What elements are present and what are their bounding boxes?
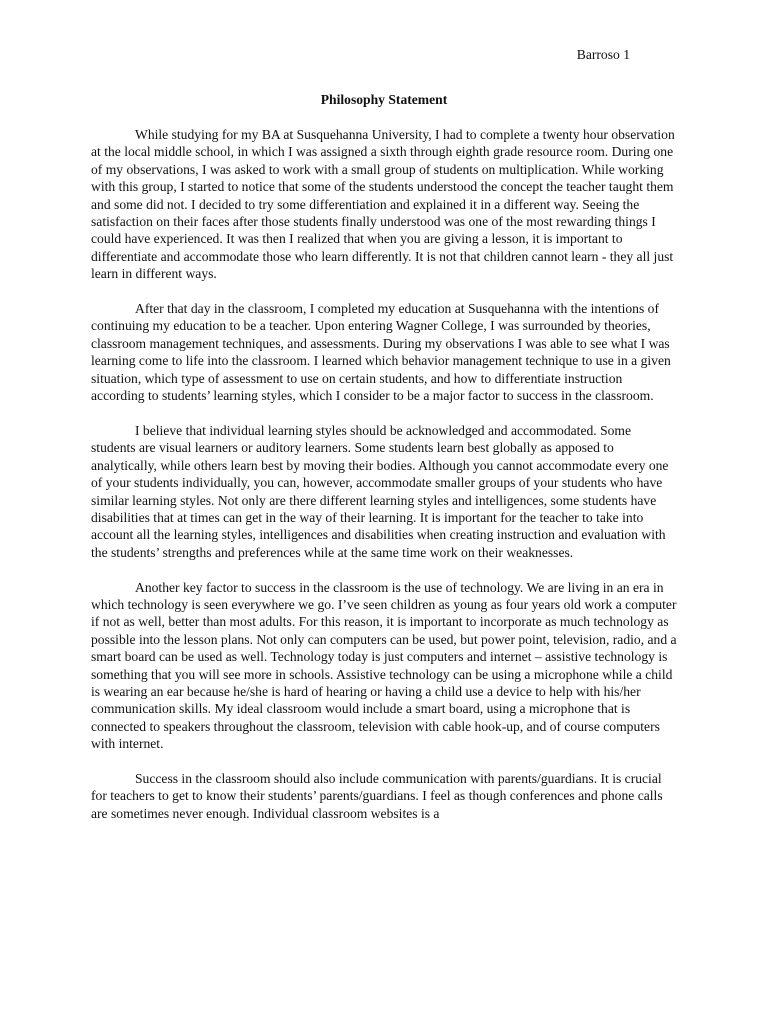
- paragraph-4: Another key factor to success in the classroom is the use of technology. We are living in an era in which technology is seen everywhere we go. I’ve seen children as young as four years old work a computer if not as well, better than most adults. For this reason, it is important to incorporate as much technology as possible into the lesson plans. Not only can computers can be used, but power point, television, radio, and a smart board can be used as well. Technology today is just computers and internet – assistive technology is something that you will see more in schools. Assistive technology can be using a microphone while a child is wearing an ear because he/she is hard of hearing or having a child use a device to help with his/her communication skills. My ideal classroom would include a smart board, using a microphone that is connected to speakers throughout the classroom, television with cable hook-up, and of course computers with internet.: [91, 579, 677, 752]
- paragraph-3: I believe that individual learning styles should be acknowledged and accommodated. Some students are visual learners or auditory learners. Some students learn best globally as apposed to analytically, while others learn best by moving their bodies. Although you cannot accommodate every one of your students individually, you can, however, accommodate smaller groups of your students who have similar learning styles. Not only are there different learning styles and intelligences, some students have disabilities that at times can get in the way of their learning. It is important for the teacher to take into account all the learning styles, intelligences and disabilities when creating instruction and evaluation with the students’ strengths and preferences while at the same time work on their weaknesses.: [91, 422, 669, 560]
- document-body: [91, 126, 678, 840]
- document-title: Philosophy Statement: [320, 92, 448, 107]
- paragraph-1: While studying for my BA at Susquehanna University, I had to complete a twenty hour observation at the local middle school, in which I was assigned a sixth through eighth grade resource room. During one of my observations, I was asked to work with a small group of students on multiplication. While working with this group, I started to notice that some of the students understood the concept the teacher taught them and some did not. I decided to try some differentiation and explained it in a different way. Seeing the satisfaction on their faces after those students finally understood was one of the most rewarding things I could have experienced. It was then I realized that when you are giving a lesson, it is important to differentiate and accommodate those who learn differently. It is not that children cannot learn - they all just learn in different ways.: [91, 127, 675, 282]
- paragraph-2: After that day in the classroom, I completed my education at Susquehanna with the intentions of continuing my education to be a teacher. Upon entering Wagner College, I was surrounded by theories, classroom management techniques, and assessments. During my observations I was able to see what I was learning come to life into the classroom. I learned which behavior management technique to use in a given situation, which type of assessment to use on certain students, and how to differentiate instruction according to students’ learning styles, which I consider to be a major factor to success in the classroom.: [91, 301, 671, 404]
- paragraph-5: Success in the classroom should also include communication with parents/guardians. It is crucial for teachers to get to know their students’ parents/guardians. I feel as though conferences and phone calls are sometimes never enough. Individual classroom websites is a: [91, 770, 663, 821]
- page-header-author-page-number: Barroso 1: [576, 47, 630, 62]
